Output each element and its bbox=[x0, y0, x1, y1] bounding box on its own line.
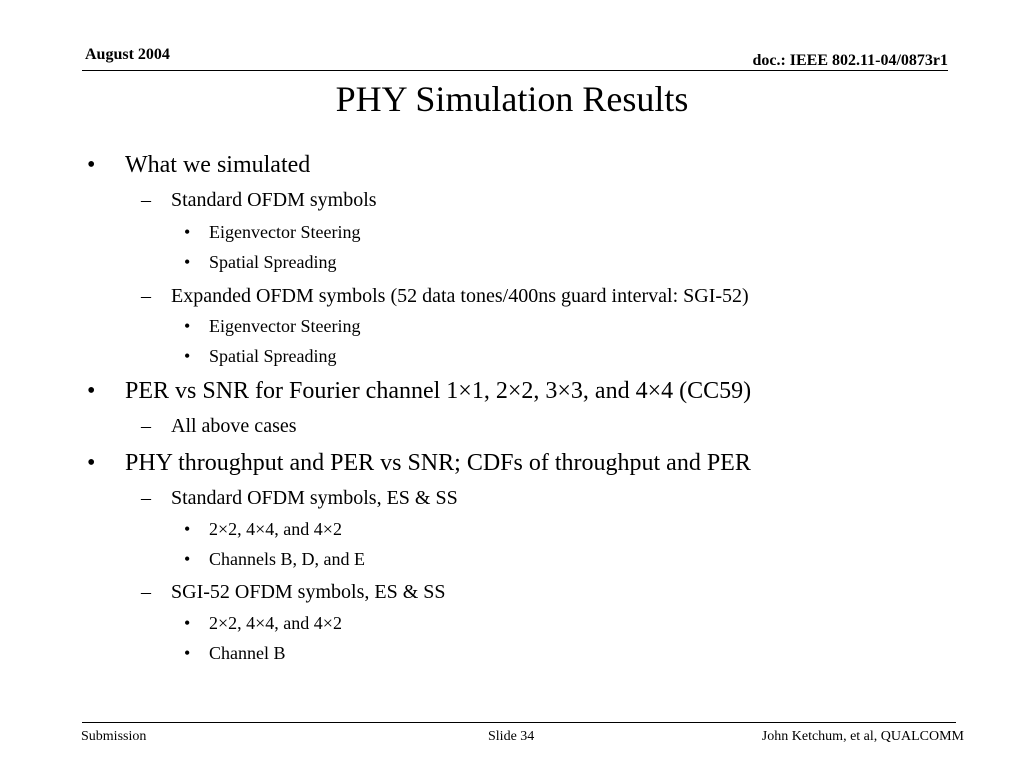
bullet-text: 2×2, 4×4, and 4×2 bbox=[209, 613, 342, 633]
footer-divider bbox=[82, 722, 956, 723]
bullet-item bbox=[141, 485, 458, 511]
bullet-text: Channel B bbox=[209, 643, 286, 663]
bullet-text: Channels B, D, and E bbox=[209, 549, 365, 569]
bullet-marker: • bbox=[87, 450, 96, 476]
bullet-item bbox=[184, 250, 337, 274]
bullet-marker: • bbox=[87, 378, 96, 404]
bullet-text: 2×2, 4×4, and 4×2 bbox=[209, 519, 342, 539]
bullet-text: PER vs SNR for Fourier channel 1×1, 2×2, 3×3, and 4×4 (CC59) bbox=[125, 378, 752, 404]
bullet-text: What we simulated bbox=[125, 152, 311, 178]
bullet-marker: • bbox=[184, 316, 191, 336]
bullet-text: PHY throughput and PER vs SNR; CDFs of throughput and PER bbox=[125, 450, 751, 476]
slide-header-doc-id: doc.: IEEE 802.11-04/0873r1 bbox=[752, 52, 948, 69]
bullet-item bbox=[87, 376, 752, 406]
bullet-marker: • bbox=[184, 613, 191, 633]
bullet-item bbox=[141, 283, 749, 309]
bullet-text: Eigenvector Steering bbox=[209, 316, 361, 336]
bullet-text: Standard OFDM symbols bbox=[171, 189, 377, 211]
bullet-item bbox=[184, 641, 286, 665]
bullet-marker: – bbox=[141, 189, 151, 211]
bullet-item bbox=[141, 187, 377, 213]
bullet-marker: • bbox=[184, 549, 191, 569]
bullet-text: Eigenvector Steering bbox=[209, 222, 361, 242]
bullet-item bbox=[184, 220, 361, 244]
slide-header-date: August 2004 bbox=[85, 46, 170, 63]
footer-submission: Submission bbox=[81, 729, 147, 744]
bullet-marker: – bbox=[141, 487, 151, 509]
bullet-text: Expanded OFDM symbols (52 data tones/400ns guard interval: SGI-52) bbox=[171, 285, 749, 307]
bullet-item bbox=[184, 314, 361, 338]
bullet-marker: • bbox=[184, 643, 191, 663]
slide-title: PHY Simulation Results bbox=[335, 79, 689, 119]
bullet-marker: – bbox=[141, 415, 151, 437]
bullet-text: Spatial Spreading bbox=[209, 346, 337, 366]
bullet-marker: • bbox=[184, 222, 191, 242]
bullet-text: SGI-52 OFDM symbols, ES & SS bbox=[171, 581, 446, 603]
bullet-text: Spatial Spreading bbox=[209, 252, 337, 272]
bullet-item bbox=[184, 517, 342, 541]
bullet-item bbox=[141, 579, 446, 605]
bullet-text: All above cases bbox=[171, 415, 297, 437]
bullet-marker: – bbox=[141, 581, 151, 603]
footer-author: John Ketchum, et al, QUALCOMM bbox=[761, 729, 964, 744]
bullet-item bbox=[184, 611, 342, 635]
bullet-item bbox=[184, 344, 337, 368]
footer-slide-number: Slide 34 bbox=[488, 729, 535, 744]
bullet-text: Standard OFDM symbols, ES & SS bbox=[171, 487, 458, 509]
bullet-item bbox=[141, 413, 297, 439]
bullet-item bbox=[87, 150, 311, 180]
bullet-marker: • bbox=[184, 252, 191, 272]
bullet-marker: • bbox=[87, 152, 96, 178]
bullet-item bbox=[184, 547, 365, 571]
bullet-marker: – bbox=[141, 285, 151, 307]
bullet-item bbox=[87, 448, 751, 478]
bullet-marker: • bbox=[184, 519, 191, 539]
bullet-marker: • bbox=[184, 346, 191, 366]
